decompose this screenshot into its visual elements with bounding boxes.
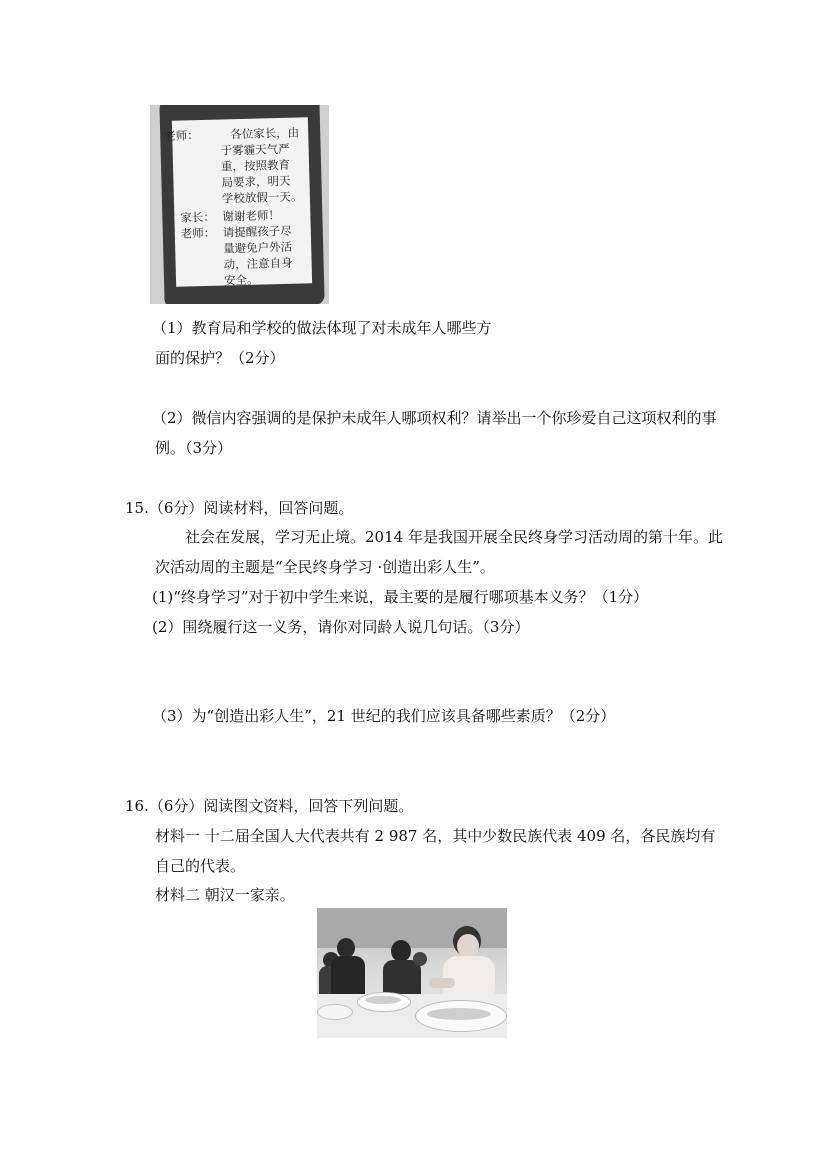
teacher-label: 老师：: [164, 128, 199, 144]
q14-sub2-line1: （2）微信内容强调的是保护未成年人哪项权利？请举出一个你珍爱自己这项权利的事: [152, 409, 717, 427]
parent-label: 家长：: [180, 209, 216, 225]
parent-message: 谢谢老师！: [222, 208, 281, 224]
phone-screen: [164, 117, 312, 288]
q14-sub1-line2: 面的保护？（2分）: [155, 349, 285, 367]
q15-material-line1: 社会在发展，学习无止境。2014 年是我国开展全民终身学习活动周的第十年。此: [185, 528, 723, 546]
q15-sub1: (1)“终身学习”对于初中学生来说，最主要的是履行哪项基本义务？（1分）: [152, 588, 649, 606]
q15-heading: 15.（6分）阅读材料，回答问题。: [125, 499, 354, 517]
teacher-message-line: 动，注意自身: [223, 255, 293, 272]
q15-material-line2: 次活动周的主题是“全民终身学习 ·创造出彩人生”。: [155, 558, 495, 576]
q14-sub1-line1: （1）教育局和学校的做法体现了对未成年人哪些方: [152, 319, 492, 337]
korean-han-family-photo: [317, 908, 507, 1038]
q15-sub2: (2）围绕履行这一义务，请你对同龄人说几句话。（3分）: [152, 618, 530, 636]
phone-message-image: [150, 105, 329, 304]
teacher-message-line: 各位家长，由: [230, 125, 300, 142]
teacher-message-line: 于雾霾天气严: [220, 141, 290, 158]
teacher-message-line: 请提醒孩子尽: [222, 223, 292, 240]
q16-material1-line1: 材料一 十二届全国人大代表共有 2 987 名，其中少数民族代表 409 名，各民族均有: [155, 827, 716, 845]
teacher-message-line: 重，按照教育: [220, 157, 291, 174]
q16-material1-line2: 自己的代表。: [155, 857, 246, 875]
phone-body: [159, 105, 324, 304]
teacher-message-line: 学校放假一天。: [221, 189, 303, 206]
q16-material2: 材料二 朝汉一家亲。: [155, 886, 295, 904]
q15-sub3: （3）为“创造出彩人生”，21 世纪的我们应该具备哪些素质？（2分）: [152, 707, 616, 725]
teacher-message-line: 安全。: [223, 272, 259, 288]
q16-heading: 16.（6分）阅读图文资料，回答下列问题。: [125, 797, 414, 815]
teacher-message-line: 局要求，明天: [221, 173, 291, 190]
q14-sub2-line2: 例。（3分）: [155, 439, 233, 457]
teacher-label: 老师：: [180, 225, 216, 241]
teacher-message-line: 量避免户外活: [223, 239, 293, 256]
